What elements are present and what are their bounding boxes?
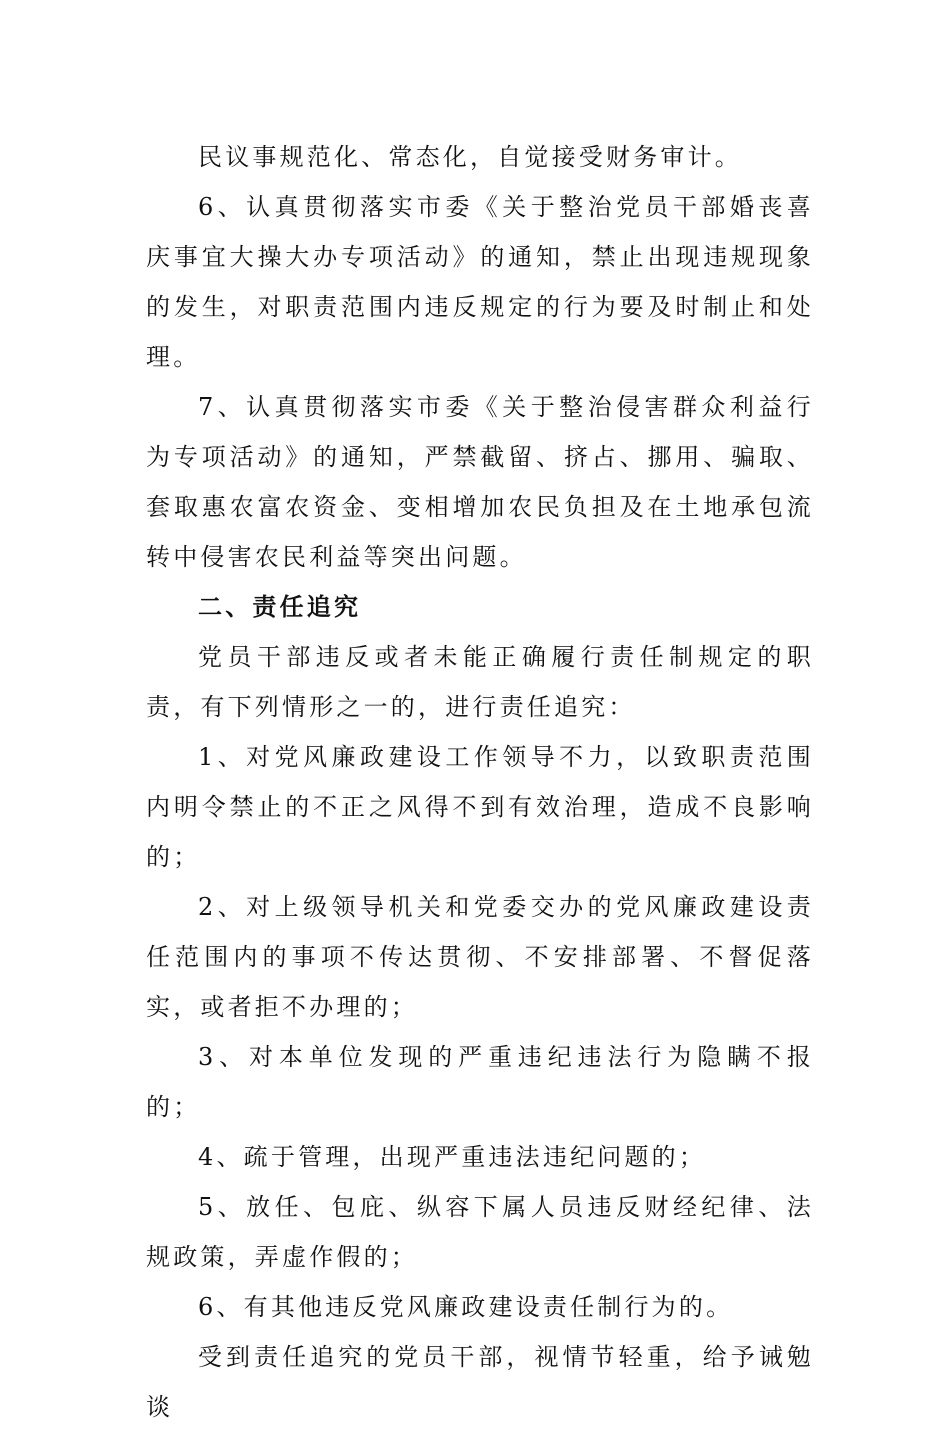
paragraph-item-7-mass-interests: 7、认真贯彻落实市委《关于整治侵害群众利益行为专项活动》的通知，严禁截留、挤占、挪用、骗取、套取惠农富农资金、变相增加农民负担及在土地承包流转中侵害农民利益等突出问题。 <box>146 393 814 571</box>
paragraph-continuation: 民议事规范化、常态化，自觉接受财务审计。 <box>198 143 742 171</box>
document-body <box>146 132 814 1432</box>
paragraph-accountability-intro: 党员干部违反或者未能正确履行责任制规定的职责，有下列情形之一的，进行责任追究： <box>146 643 814 721</box>
paragraph-penalty: 受到责任追究的党员干部，视情节轻重，给予诫勉谈 <box>146 1343 814 1421</box>
paragraph-case-6: 6、有其他违反党风廉政建设责任制行为的。 <box>198 1293 734 1321</box>
paragraph-case-2: 2、对上级领导机关和党委交办的党风廉政建设责任范围内的事项不传达贯彻、不安排部署、不督促落实，或者拒不办理的； <box>146 893 814 1021</box>
paragraph-case-1: 1、对党风廉政建设工作领导不力，以致职责范围内明令禁止的不正之风得不到有效治理，造成不良影响的； <box>146 743 814 871</box>
paragraph-case-4: 4、疏于管理，出现严重违法违纪问题的； <box>198 1143 707 1171</box>
paragraph-item-6-wedding-funeral: 6、认真贯彻落实市委《关于整治党员干部婚丧喜庆事宜大操大办专项活动》的通知，禁止出现违规现象的发生，对职责范围内违反规定的行为要及时制止和处理。 <box>146 193 814 371</box>
paragraph-case-3: 3、对本单位发现的严重违纪违法行为隐瞒不报的； <box>146 1043 814 1121</box>
section-heading-accountability: 二、责任追究 <box>198 593 362 621</box>
paragraph-case-5: 5、放任、包庇、纵容下属人员违反财经纪律、法规政策，弄虚作假的； <box>146 1193 814 1271</box>
